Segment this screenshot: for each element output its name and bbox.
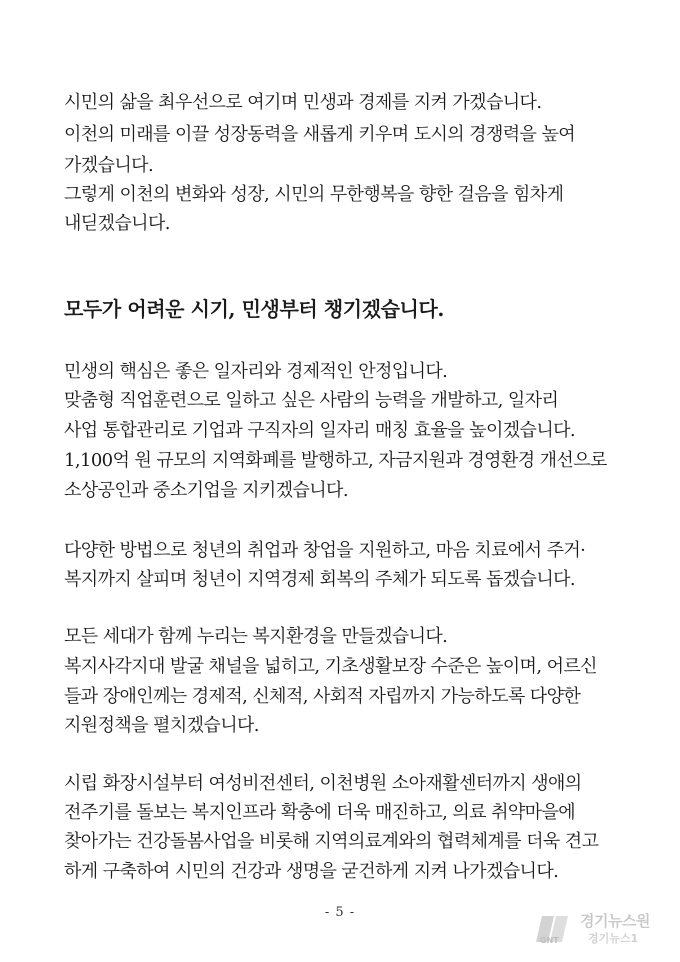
section-heading: 모두가 어려운 시기, 민생부터 챙기겠습니다. [64, 297, 444, 321]
paragraph-line: 소상공인과 중소기업을 지키겠습니다. [64, 480, 348, 501]
paragraph-line: 1,100억 원 규모의 지역화폐를 발행하고, 자금지원과 경영환경 개선으로 [64, 450, 607, 471]
watermark-name: 경기뉴스원 [580, 912, 650, 930]
paragraph-line: 찾아가는 건강돌봄사업을 비롯해 지역의료계와의 협력체계를 더욱 견고 [64, 831, 599, 852]
paragraph-line: 시립 화장시설부터 여성비전센터, 이천병원 소아재활센터까지 생애의 [64, 773, 582, 794]
paragraph-line: 사업 통합관리로 기업과 구직자의 일자리 매칭 효율을 높이겠습니다. [64, 420, 576, 441]
paragraph-line: 하게 구축하여 시민의 건강과 생명을 굳건하게 지켜 나가겠습니다. [64, 861, 559, 882]
paragraph-line: 모든 세대가 함께 누리는 복지환경을 만들겠습니다. [64, 626, 448, 647]
paragraph-line: 다양한 방법으로 청년의 취업과 창업을 지원하고, 마음 치료에서 주거· [64, 540, 586, 561]
paragraph-line: 복지사각지대 발굴 채널을 넓히고, 기초생활보장 수준은 높이며, 어르신 [64, 656, 597, 677]
paragraph-line: 민생의 핵심은 좋은 일자리와 경제적인 안정입니다. [64, 361, 448, 382]
paragraph-line: 지원정책을 펼치겠습니다. [64, 715, 259, 736]
paragraph-line: 이천의 미래를 이끌 성장동력을 새롭게 키우며 도시의 경쟁력을 높여 [64, 124, 576, 145]
paragraph-line: 가겠습니다. [64, 155, 154, 176]
watermark-sub: 경기뉴스1 [588, 932, 639, 945]
page-number: - 5 - [324, 905, 356, 920]
paragraph-line: 시민의 삶을 최우선으로 여기며 민생과 경제를 지켜 가겠습니다. [64, 92, 542, 113]
paragraph-line: 내딛겠습니다. [64, 213, 170, 234]
paragraph-line: 맞춤형 직업훈련으로 일하고 싶은 사람의 능력을 개발하고, 일자리 [64, 390, 559, 411]
news-logo-icon [536, 912, 576, 946]
news-watermark [536, 908, 668, 952]
paragraph-line: 복지까지 살피며 청년이 지역경제 회복의 주체가 되도록 돕겠습니다. [64, 569, 576, 590]
paragraph-line: 들과 장애인께는 경제적, 신체적, 사회적 자립까지 가능하도록 다양한 [64, 686, 581, 707]
paragraph-line: 그렇게 이천의 변화와 성장, 시민의 무한행복을 향한 걸음을 힘차게 [64, 184, 564, 205]
svg-text:GNT: GNT [540, 936, 559, 945]
paragraph-line: 전주기를 돌보는 복지인프라 확충에 더욱 매진하고, 의료 취약마을에 [64, 802, 576, 823]
